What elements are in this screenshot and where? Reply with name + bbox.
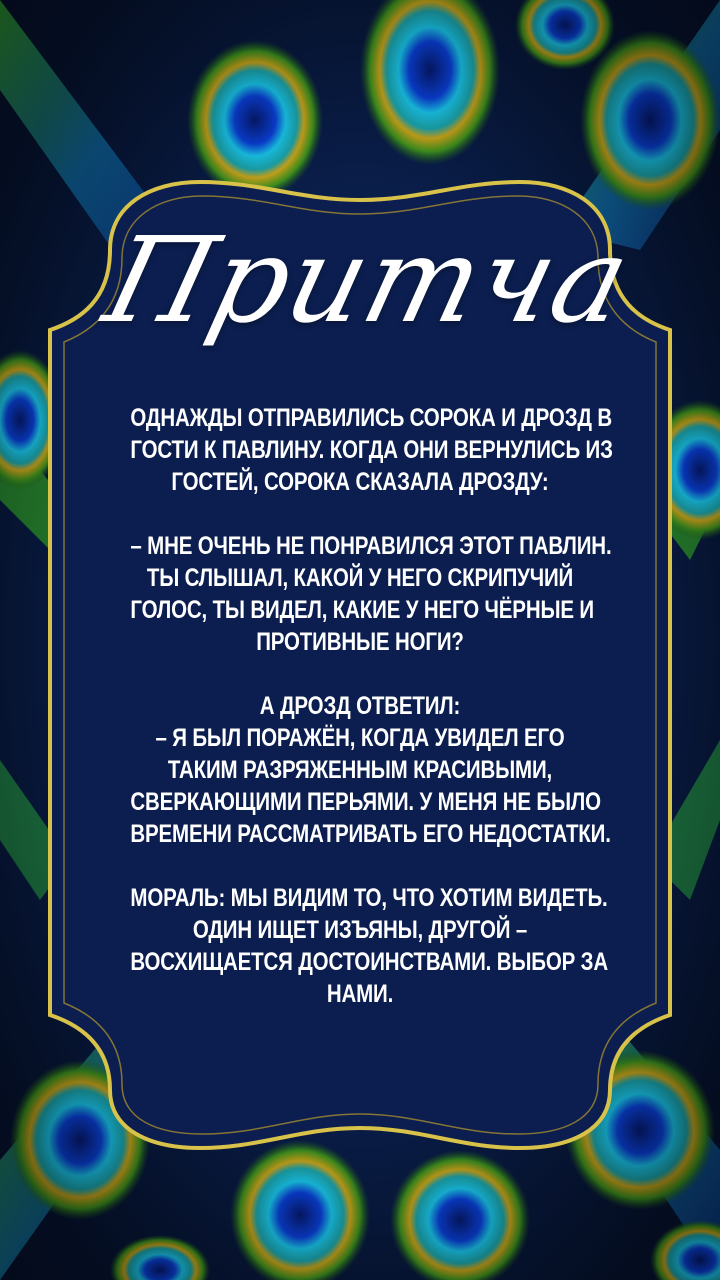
text-line: ТАКИМ РАЗРЯЖЕННЫМ КРАСИВЫМИ, [167, 756, 553, 784]
paragraph-intro [130, 402, 613, 498]
text-line: ВРЕМЕНИ РАССМАТРИВАТЬ ЕГО НЕДОСТАТКИ. [130, 820, 611, 848]
text-line: НАМИ. [326, 980, 394, 1008]
text-line: – МНЕ ОЧЕНЬ НЕ ПОНРАВИЛСЯ ЭТОТ ПАВЛИН. [130, 532, 612, 560]
text-line: ГОСТЕЙ, СОРОКА СКАЗАЛА ДРОЗДУ: [171, 468, 549, 496]
text-line: ТЫ СЛЫШАЛ, КАКОЙ У НЕГО СКРИПУЧИЙ [146, 564, 574, 592]
paragraph-magpie [130, 530, 612, 658]
text-line: СВЕРКАЮЩИМИ ПЕРЬЯМИ. У МЕНЯ НЕ БЫЛО [130, 788, 601, 816]
paragraph-moral [130, 882, 608, 1010]
text-line: А ДРОЗД ОТВЕТИЛ: [259, 692, 461, 720]
text-line: ГОЛОС, ТЫ ВИДЕЛ, КАКИЕ У НЕГО ЧЁРНЫЕ И [130, 596, 594, 624]
text-line: ОДНАЖДЫ ОТПРАВИЛИСЬ СОРОКА И ДРОЗД В [130, 404, 612, 432]
card-title: Притча [92, 211, 644, 349]
text-line: ГОСТИ К ПАВЛИНУ. КОГДА ОНИ ВЕРНУЛИСЬ ИЗ [130, 436, 613, 464]
text-line: ПРОТИВНЫЕ НОГИ? [256, 628, 464, 656]
text-line: МОРАЛЬ: МЫ ВИДИМ ТО, ЧТО ХОТИМ ВИДЕТЬ. [130, 884, 608, 912]
text-line: ВОСХИЩАЕТСЯ ДОСТОИНСТВАМИ. ВЫБОР ЗА [130, 948, 608, 976]
parable-text [130, 402, 613, 1042]
text-line: – Я БЫЛ ПОРАЖЁН, КОГДА УВИДЕЛ ЕГО [155, 724, 565, 752]
text-line: ОДИН ИЩЕТ ИЗЪЯНЫ, ДРУГОЙ – [192, 916, 528, 944]
paragraph-thrush [130, 690, 611, 850]
